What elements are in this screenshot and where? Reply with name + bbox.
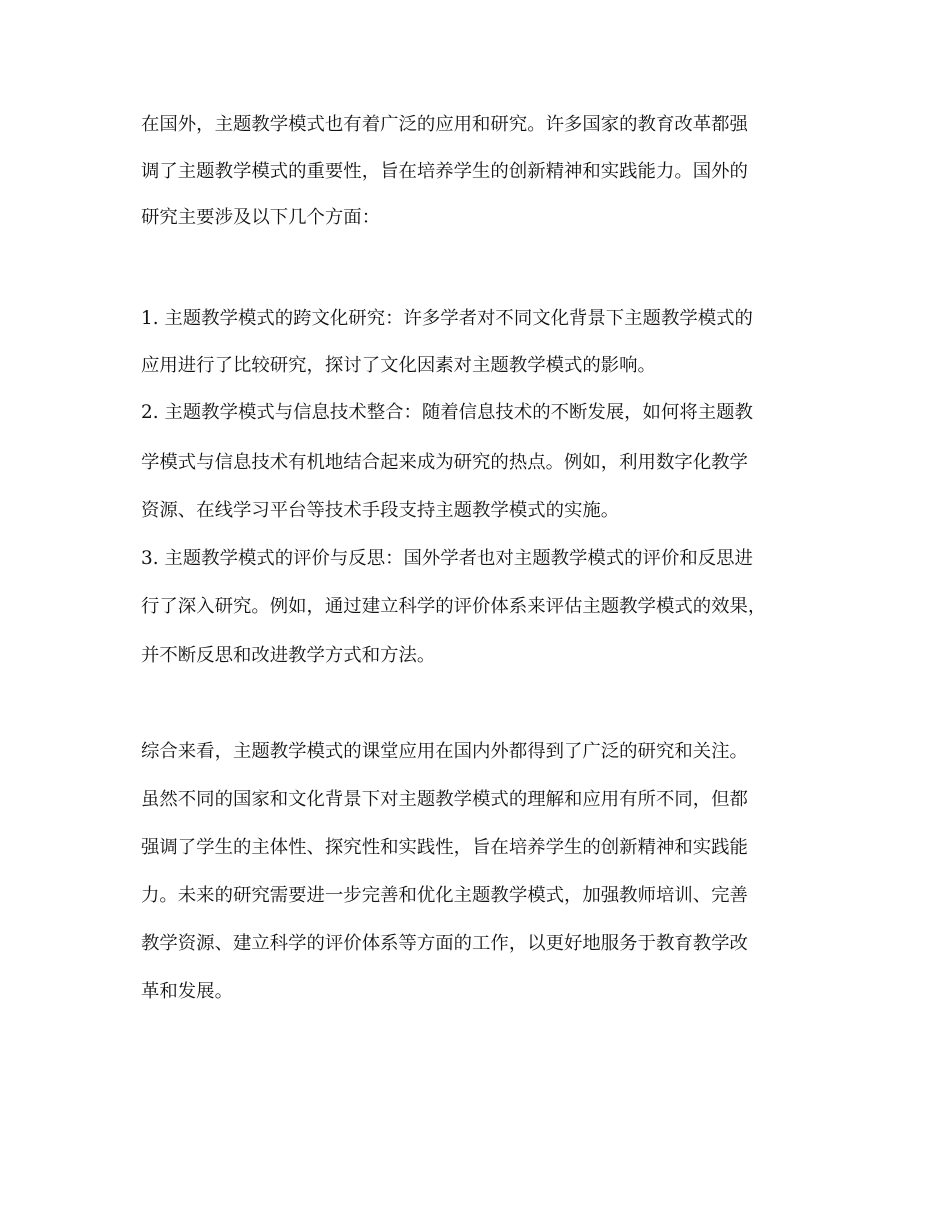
- list-item-line: 资源、在线学习平台等技术手段支持主题教学模式的实施。: [141, 500, 620, 521]
- list-item-line: 1. 主题教学模式的跨文化研究：许多学者对不同文化背景下主题教学模式的: [141, 308, 753, 329]
- list-item-line: 学模式与信息技术有机地结合起来成为研究的热点。例如，利用数字化教学: [141, 452, 748, 473]
- list-item-line: 并不断反思和改进教学方式和方法。: [141, 645, 436, 666]
- paragraph-line: 研究主要涉及以下几个方面：: [141, 207, 381, 228]
- paragraph-line: 虽然不同的国家和文化背景下对主题教学模式的理解和应用有所不同，但都: [141, 789, 748, 810]
- paragraph-line: 综合来看，主题教学模式的课堂应用在国内外都得到了广泛的研究和关注。: [141, 741, 748, 762]
- paragraph-line: 革和发展。: [141, 981, 233, 1002]
- paragraph-line: 调了主题教学模式的重要性，旨在培养学生的创新精神和实践能力。国外的: [141, 161, 748, 182]
- list-item-line: 应用进行了比较研究，探讨了文化因素对主题教学模式的影响。: [141, 355, 656, 376]
- list-item-line: 2. 主题教学模式与信息技术整合：随着信息技术的不断发展，如何将主题教: [141, 402, 753, 423]
- paragraph-line: 强调了学生的主体性、探究性和实践性，旨在培养学生的创新精神和实践能: [141, 837, 748, 858]
- paragraph-line: 力。未来的研究需要进一步完善和优化主题教学模式，加强教师培训、完善: [141, 885, 748, 906]
- list-item-line: 行了深入研究。例如，通过建立科学的评价体系来评估主题教学模式的效果，: [141, 596, 767, 617]
- paragraph-line: 教学资源、建立科学的评价体系等方面的工作，以更好地服务于教育教学改: [141, 933, 748, 954]
- list-item-line: 3. 主题教学模式的评价与反思：国外学者也对主题教学模式的评价和反思进: [141, 548, 753, 569]
- paragraph-line: 在国外，主题教学模式也有着广泛的应用和研究。许多国家的教育改革都强: [141, 114, 748, 135]
